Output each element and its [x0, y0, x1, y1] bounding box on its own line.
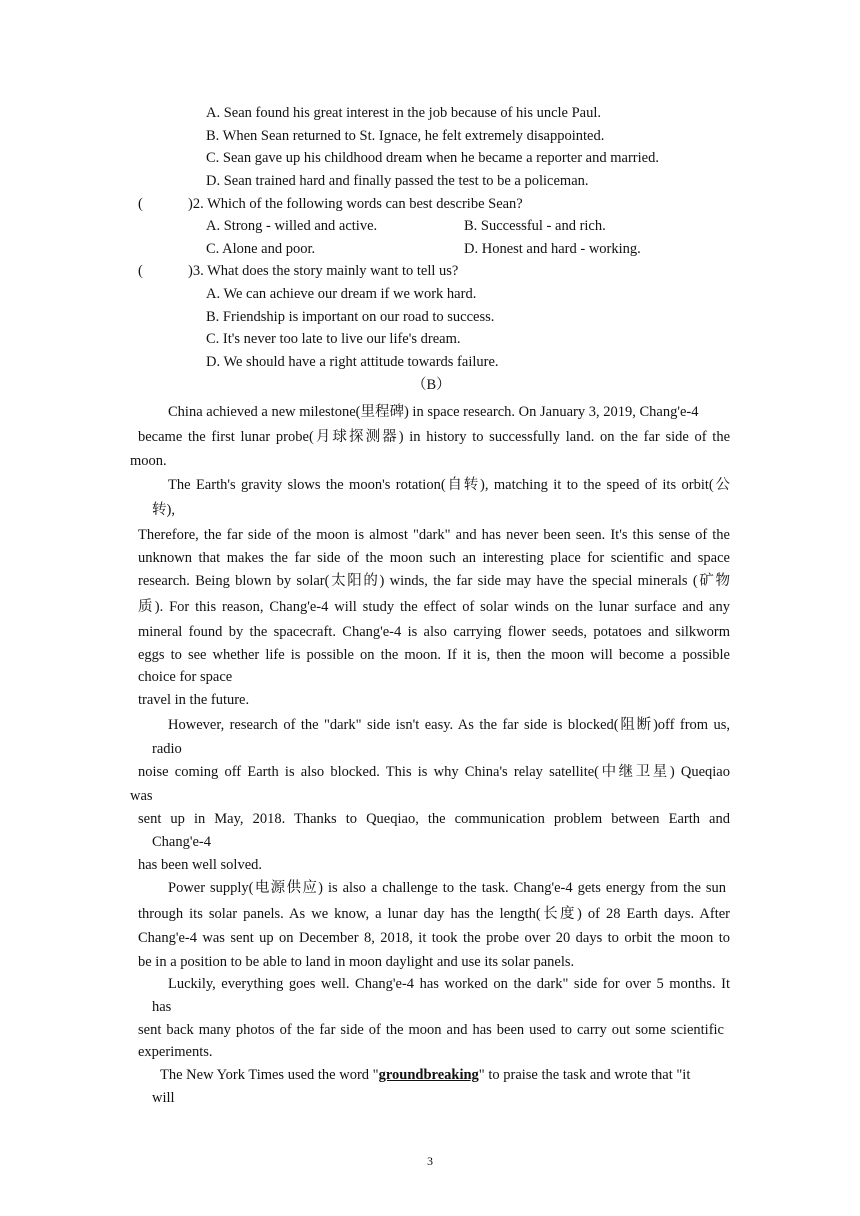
section-b-heading: （B）	[412, 377, 451, 393]
passage-line: Power supply(电源供应) is also a challenge to the task. Chang'e-4 gets energy from the sun	[168, 880, 726, 896]
passage-text: The New York Times used the word "	[160, 1067, 379, 1083]
passage-line: became the first lunar probe(月球探测器) in history to successfully land. on the far side of the	[138, 429, 730, 445]
passage-line: choice for space	[138, 669, 233, 685]
q2-option-c: C. Alone and poor.	[206, 241, 316, 257]
passage-line: sent back many photos of the far side of the moon and has been used to carry out some scientific	[138, 1022, 724, 1038]
passage-line: China achieved a new milestone(里程碑) in space research. On January 3, 2019, Chang'e-4	[168, 404, 699, 420]
passage-text: " to praise the task and wrote that "it	[478, 1067, 691, 1083]
passage-line: research. Being blown by solar(太阳的) winds, the far side may have the special minerals (矿物	[138, 573, 730, 589]
passage-line: was	[130, 788, 153, 804]
passage-line: Chang'e-4 was sent up on December 8, 2018, it took the probe over 20 days to orbit the moon to	[138, 930, 730, 946]
passage-line: through its solar panels. As we know, a lunar day has the length(长度) of 28 Earth days. After	[138, 906, 730, 922]
passage-line: noise coming off Earth is also blocked. This is why China's relay satellite(中继卫星) Queqiao	[138, 764, 730, 780]
passage-line: experiments.	[138, 1044, 213, 1060]
q2-question: )2. Which of the following words can best describe Sean?	[188, 196, 523, 212]
q1-option-b: B. When Sean returned to St. Ignace, he felt extremely disappointed.	[206, 128, 605, 144]
passage-line: 转),	[152, 502, 175, 518]
q3-answer-paren: (	[138, 263, 143, 279]
passage-line: mineral found by the spacecraft. Chang'e-4 is also carrying flower seeds, potatoes and silkworm	[138, 624, 730, 640]
passage-line: travel in the future.	[138, 692, 250, 708]
passage-line: sent up in May, 2018. Thanks to Queqiao, the communication problem between Earth and	[138, 811, 730, 827]
passage-line: has	[152, 999, 172, 1015]
passage-line	[160, 1064, 690, 1087]
passage-line: The Earth's gravity slows the moon's rotation(自转), matching it to the speed of its orbit(公	[168, 477, 730, 493]
q3-option-a: A. We can achieve our dream if we work hard.	[206, 286, 477, 302]
q1-option-d: D. Sean trained hard and finally passed the test to be a policeman.	[206, 173, 589, 189]
passage-line: has been well solved.	[138, 857, 263, 873]
passage-line: 质). For this reason, Chang'e-4 will study the effect of solar winds on the lunar surface and any	[138, 599, 730, 615]
passage-line: will	[152, 1090, 175, 1106]
q2-answer-paren: (	[138, 196, 143, 212]
highlighted-word: groundbreaking	[378, 1067, 479, 1083]
q2-option-b: B. Successful - and rich.	[464, 218, 606, 234]
passage-line: radio	[152, 741, 182, 757]
q3-option-d: D. We should have a right attitude towards failure.	[206, 354, 499, 370]
q1-option-c: C. Sean gave up his childhood dream when he became a reporter and married.	[206, 150, 659, 166]
q3-option-b: B. Friendship is important on our road to success.	[206, 309, 495, 325]
passage-line: unknown that makes the far side of the moon such an interesting place for scientific and space	[138, 550, 730, 566]
passage-line: moon.	[130, 453, 167, 469]
passage-line: Therefore, the far side of the moon is almost "dark" and has never been seen. It's this sense of the	[138, 527, 730, 543]
passage-line: Luckily, everything goes well. Chang'e-4 has worked on the dark" side for over 5 months. It	[168, 976, 730, 992]
passage-line: eggs to see whether life is possible on the moon. If it is, then the moon will become a possible	[138, 647, 730, 663]
page-number: 3	[427, 1154, 433, 1168]
passage-line: be in a position to be able to land in moon daylight and use its solar panels.	[138, 954, 575, 970]
passage-line: However, research of the "dark" side isn't easy. As the far side is blocked(阻断)off from us,	[168, 717, 730, 733]
q2-option-d: D. Honest and hard - working.	[464, 241, 641, 257]
q3-question: )3. What does the story mainly want to tell us?	[188, 263, 459, 279]
passage-line: Chang'e-4	[152, 834, 211, 850]
q2-option-a: A. Strong - willed and active.	[206, 218, 378, 234]
q3-option-c: C. It's never too late to live our life's dream.	[206, 331, 461, 347]
q1-option-a: A. Sean found his great interest in the job because of his uncle Paul.	[206, 105, 602, 121]
